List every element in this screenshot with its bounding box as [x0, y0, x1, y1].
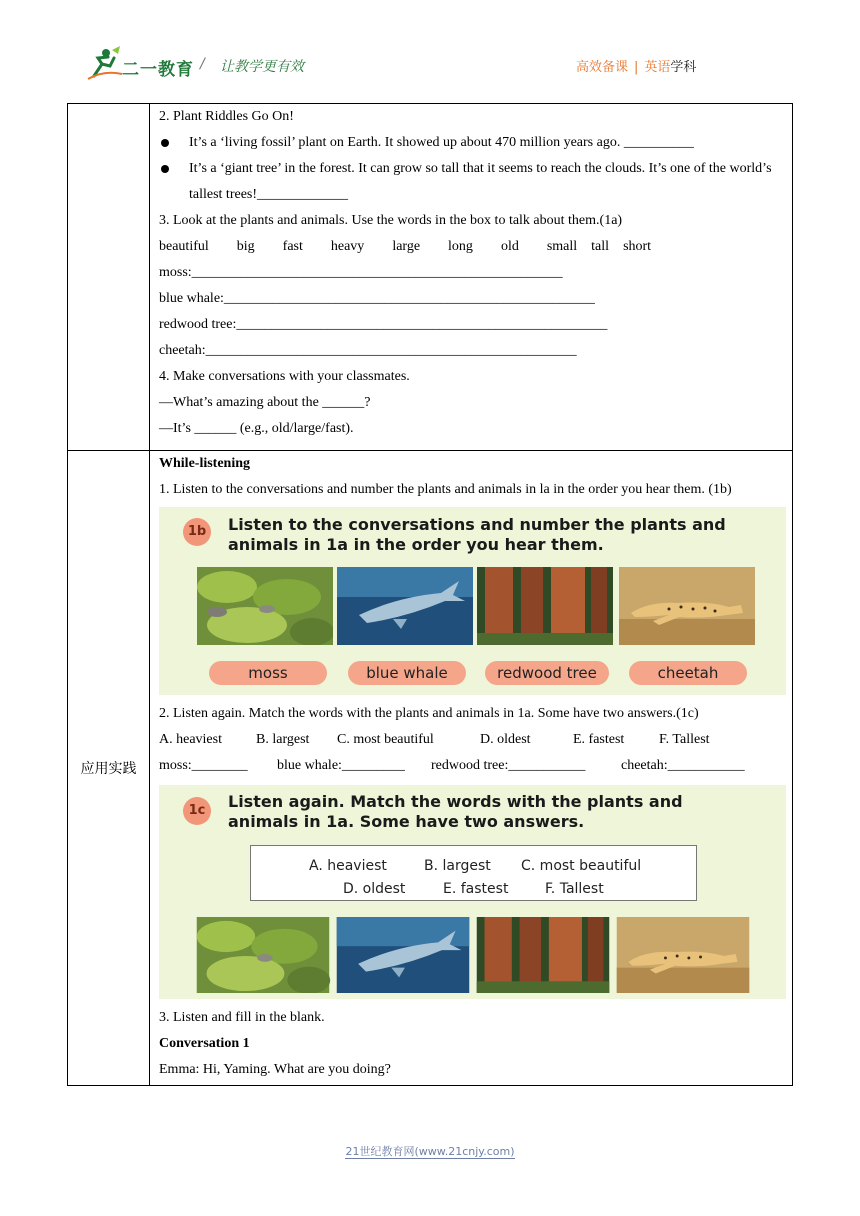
conversation-heading: Conversation 1 — [159, 1036, 250, 1051]
box-option: B. largest — [424, 858, 491, 874]
moss-photo — [195, 917, 331, 993]
answer-blank: moss:________ — [159, 758, 248, 773]
riddle-text: It’s a ‘living fossil’ plant on Earth. It showed up about 470 million years ago. __________ — [189, 135, 694, 150]
word-options-box — [250, 845, 697, 901]
word: heavy — [330, 239, 365, 254]
conversation-answer: —It’s ______ (e.g., old/large/fast). — [159, 421, 354, 436]
blue-whale-photo — [335, 917, 471, 993]
word: fast — [282, 239, 303, 254]
moss-photo — [197, 567, 333, 645]
riddle-text: It’s a ‘giant tree’ in the forest. It can grow so tall that it seems to reach the clouds. It’s one of the world’s tallest trees!_____________ — [189, 161, 772, 202]
word: tall — [591, 239, 610, 254]
option: D. oldest — [480, 732, 531, 747]
word: old — [500, 239, 519, 254]
while-listening-heading: While-listening — [159, 456, 251, 471]
page-header — [0, 0, 860, 100]
box-option: A. heaviest — [309, 858, 387, 874]
page-footer — [0, 1143, 860, 1159]
logo-text: 二一教育 — [122, 60, 194, 80]
bullet-icon — [161, 139, 169, 147]
exercise-1b-panel — [159, 507, 786, 695]
redwood-tree-photo — [475, 917, 611, 993]
answer-blank: redwood tree:___________ — [431, 758, 586, 773]
option: B. largest — [256, 732, 310, 747]
word-box — [159, 234, 788, 260]
option-list — [159, 727, 788, 753]
look-title: 3. Look at the plants and animals. Use the words in the box to talk about them.(1a) — [159, 213, 623, 228]
header-subject — [576, 56, 696, 75]
word: short — [623, 239, 652, 254]
table-row — [68, 451, 793, 1086]
conversation-title: 4. Make conversations with your classmates. — [159, 369, 410, 384]
answer-blank: blue whale:_________ — [277, 758, 405, 773]
blank-redwood: redwood tree:_____________________________________________________ — [159, 317, 608, 332]
lesson-table — [67, 103, 793, 1086]
panel-title-line: Listen to the conversations and number the plants and — [228, 515, 726, 534]
blue-whale-photo — [337, 567, 473, 645]
riddle-bullet — [159, 130, 788, 156]
header-english-label: 英语 — [644, 60, 671, 75]
box-option: E. fastest — [443, 881, 509, 897]
panel-title-line: animals in 1a. Some have two answers. — [228, 812, 585, 831]
listen-item-3: 3. Listen and fill in the blank. — [159, 1010, 325, 1025]
riddle-bullet — [159, 156, 788, 208]
exercise-1c-panel — [159, 785, 786, 999]
word: beautiful — [159, 239, 209, 254]
label-pill: moss — [209, 661, 327, 685]
badge-1c: 1c — [183, 797, 211, 825]
header-separator: | — [634, 60, 639, 75]
word: small — [546, 239, 578, 254]
riddles-title: 2. Plant Riddles Go On! — [159, 109, 294, 124]
listen-item-1: 1. Listen to the conversations and number the plants and animals in la in the order you hear them. (1b) — [159, 482, 732, 497]
option: C. most beautiful — [337, 732, 434, 747]
box-option: D. oldest — [343, 881, 406, 897]
row-label: 应用实践 — [68, 451, 150, 1086]
badge-1b: 1b — [183, 518, 211, 546]
panel-title-line: Listen again. Match the words with the plants and — [228, 792, 683, 811]
header-slogan: 让教学更有效 — [220, 59, 304, 75]
box-option: C. most beautiful — [521, 858, 642, 874]
answer-blanks — [159, 753, 788, 779]
label-pill: blue whale — [348, 661, 466, 685]
redwood-tree-photo — [477, 567, 613, 645]
option: A. heaviest — [159, 732, 222, 747]
word: large — [392, 239, 421, 254]
pre-listening-content — [150, 104, 793, 451]
bullet-icon — [161, 165, 169, 173]
label-pill: cheetah — [629, 661, 747, 685]
label-pill: redwood tree — [485, 661, 609, 685]
option: E. fastest — [573, 732, 625, 747]
while-listening-content — [150, 451, 793, 1086]
table-row — [68, 104, 793, 451]
panel-title-line: animals in 1a in the order you hear them. — [228, 535, 604, 554]
word: big — [236, 239, 255, 254]
answer-blank: cheetah:___________ — [621, 758, 745, 773]
header-prep-label: 高效备课 — [576, 60, 629, 75]
row-label-empty — [68, 104, 150, 451]
option: F. Tallest — [659, 732, 710, 747]
blank-moss: moss:_____________________________________________________ — [159, 265, 563, 280]
header-subject-label: 学科 — [670, 60, 697, 75]
box-option: F. Tallest — [545, 881, 604, 897]
word: long — [448, 239, 473, 254]
blank-cheetah: cheetah:_____________________________________________________ — [159, 343, 577, 358]
listen-item-2: 2. Listen again. Match the words with the plants and animals in 1a. Some have two answers.(1c) — [159, 706, 699, 721]
conversation-line: Emma: Hi, Yaming. What are you doing? — [159, 1062, 391, 1077]
blank-blue-whale: blue whale:_____________________________________________________ — [159, 291, 595, 306]
footer-link[interactable]: 21世纪教育网(www.21cnjy.com) — [345, 1145, 515, 1158]
conversation-question: —What’s amazing about the ______? — [159, 395, 371, 410]
cheetah-photo — [615, 917, 751, 993]
cheetah-photo — [619, 567, 755, 645]
header-slash: / — [200, 56, 205, 72]
